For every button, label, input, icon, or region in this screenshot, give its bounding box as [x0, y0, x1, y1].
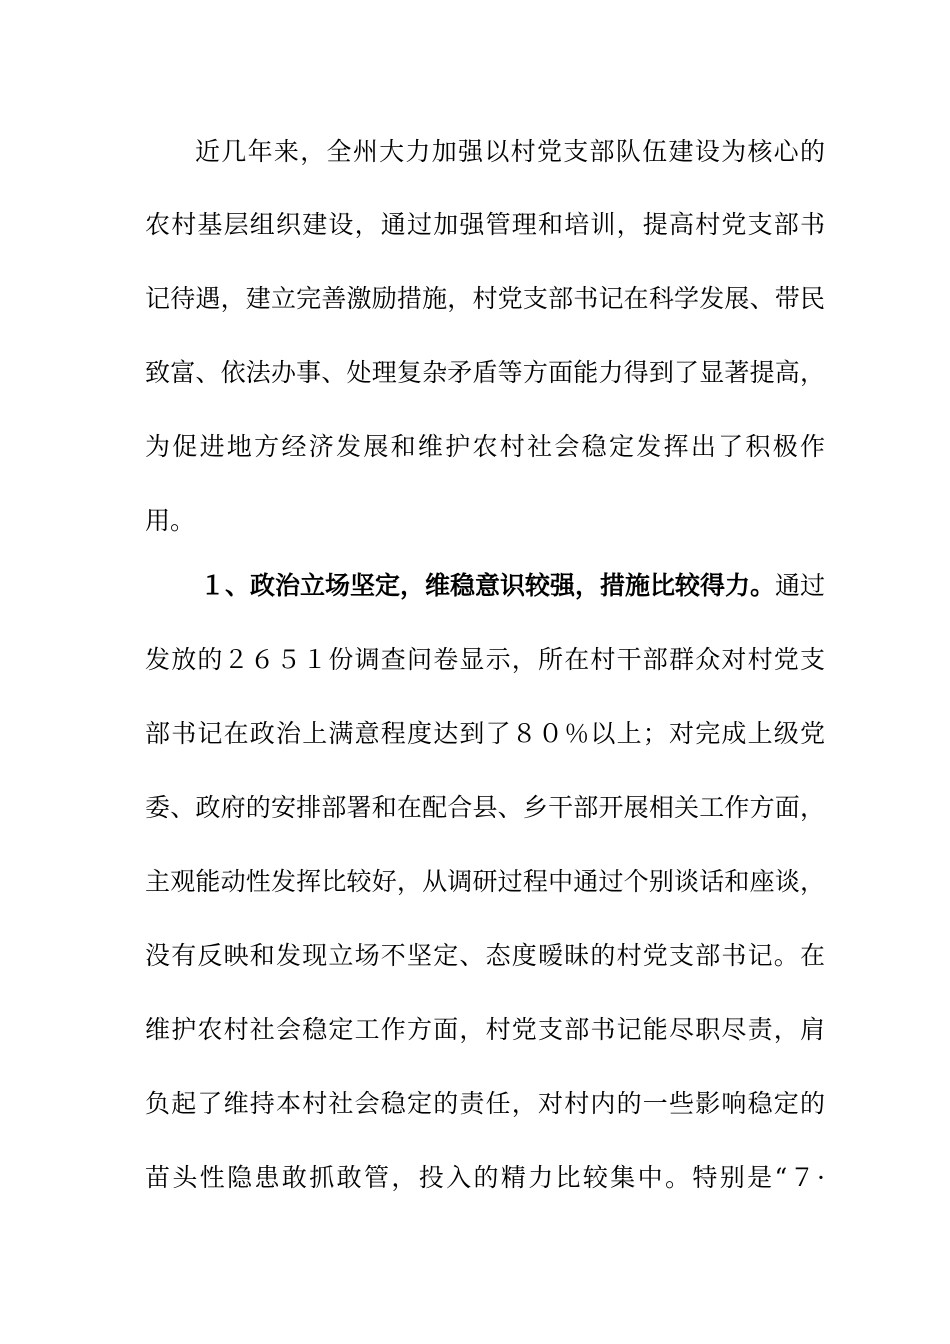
paragraph2-line-6: 没有反映和发现立场不坚定、态度暧昧的村党支部书记。在: [145, 941, 825, 970]
paragraph2-line-5: 主观能动性发挥比较好，从调研过程中通过个别谈话和座谈，: [145, 867, 825, 896]
paragraph1-line-3: 记待遇，建立完善激励措施，村党支部书记在科学发展、带民: [145, 284, 825, 313]
paragraph2-line-7: 维护农村社会稳定工作方面，村党支部书记能尽职尽责，肩: [145, 1015, 825, 1044]
paragraph2-line-3: 部书记在政治上满意程度达到了８０％以上；对完成上级党: [145, 719, 825, 748]
section-heading: １、政治立场坚定，维稳意识较强，措施比较得力。: [200, 571, 776, 600]
paragraph2-line-8: 负起了维持本村社会稳定的责任，对村内的一些影响稳定的: [145, 1089, 825, 1118]
paragraph2-line-1-rest: 通过: [775, 571, 826, 600]
paragraph1-line-1: 近几年来，全州大力加强以村党支部队伍建设为核心的: [195, 137, 825, 166]
paragraph1-line-4: 致富、依法办事、处理复杂矛盾等方面能力得到了显著提高，: [145, 358, 825, 387]
paragraph1-line-6: 用。: [145, 506, 196, 535]
paragraph2-line-2: 发放的２６５１份调查问卷显示，所在村干部群众对村党支: [145, 645, 825, 674]
paragraph2-line-1: [200, 566, 825, 606]
paragraph1-line-2: 农村基层组织建设，通过加强管理和培训，提高村党支部书: [145, 210, 825, 239]
paragraph1-line-5: 为促进地方经济发展和维护农村社会稳定发挥出了积极作: [145, 432, 825, 461]
paragraph2-line-9: 苗头性隐患敢抓敢管，投入的精力比较集中。特别是“７·: [145, 1163, 825, 1192]
paragraph2-line-4: 委、政府的安排部署和在配合县、乡干部开展相关工作方面，: [145, 793, 825, 822]
